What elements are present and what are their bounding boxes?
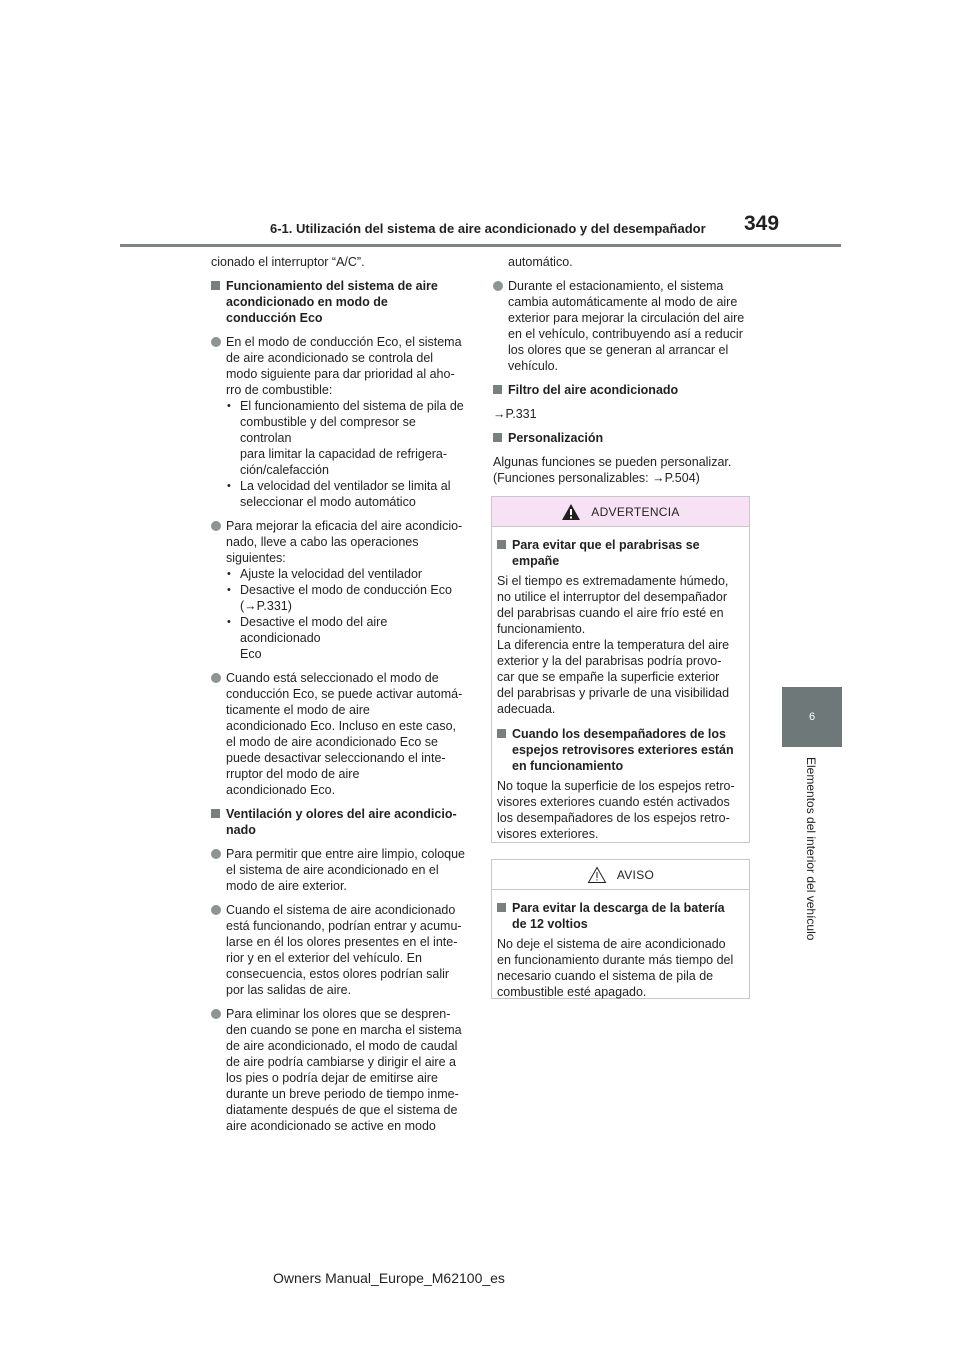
notice-heading-1: Para evitar la descarga de la batería de 12 voltios: [497, 900, 744, 932]
page-number: 349: [744, 212, 780, 235]
sub-item: • Ajuste la velocidad del ventilador: [226, 566, 469, 582]
filter-page-link[interactable]: →P.331: [493, 407, 537, 421]
warning-box: [491, 496, 750, 843]
caution-icon: [587, 866, 607, 884]
header-divider: [120, 244, 841, 247]
warning-title: ADVERTENCIA: [591, 504, 680, 519]
eco-bullet-1: En el modo de conducción Eco, el sistema de aire acondicionado se controla del modo siguiente para dar prioridad al aho- rro de combustible: • El funcionamiento del sistema de pila de combustible y del compresor se controlan para limitar la capacidad de refrigera- ción/calefacción • La velocidad del ventilador se limita al seleccionar el modo automático: [211, 334, 469, 510]
ventilation-bullet-1: Para permitir que entre aire limpio, coloque el sistema de aire acondicionado en el modo de aire exterior.: [211, 846, 469, 894]
continued-text: automático.: [508, 255, 573, 269]
chapter-number: 6: [808, 711, 816, 723]
left-column: [211, 254, 469, 1142]
warning-heading-2: Cuando los desempañadores de los espejos retrovisores exteriores están en funcionamiento: [497, 726, 744, 774]
ventilation-bullet-2: Cuando el sistema de aire acondicionado está funcionando, podrían entrar y acumu- larse en él los olores presentes en el inte- rior y en el exterior del vehículo. En consecuencia, estos olores podrían salir por las salidas de aire.: [211, 902, 469, 998]
warning-text-1: Si el tiempo es extremadamente húmedo, no utilice el interruptor del desempañador del parabrisas cuando el aire frío esté en funcionamiento. La diferencia entre la temperatura del aire exterior y la del parabrisas podría provo- car que se empañe la superficie exterior del parabrisas y privarle de una visibilidad adecuada.: [497, 574, 730, 716]
chapter-label: Elementos del interior del vehículo: [804, 757, 818, 941]
ventilation-heading: Ventilación y olores del aire acondicio- nado: [211, 806, 469, 838]
ventilation-bullet-3: Para eliminar los olores que se despren- den cuando se pone en marcha el sistema de aire acondicionado, el modo de caudal de aire podría cambiarse y dirigir el aire a los pies o podría dejar de emitirse aire durante un breve periodo de tiempo inme- diatamente después de que el sistema de aire acondicionado se active en modo: [211, 1006, 469, 1134]
notice-header: [492, 860, 749, 890]
eco-bullet-2: Para mejorar la eficacia del aire acondicio- nado, lleve a cabo las operaciones siguientes: • Ajuste la velocidad del ventilador • Desactive el modo de conducción Eco (→P.331) • Desactive el modo del aire acondicionado Eco: [211, 518, 469, 662]
warning-header: [492, 497, 749, 527]
warning-text-2: No toque la superficie de los espejos retro- visores exteriores cuando estén activados los desempañadores de los espejos retro- visores exteriores.: [497, 779, 735, 841]
eco-heading: Funcionamiento del sistema de aire acondicionado en modo de conducción Eco: [211, 278, 469, 326]
warning-icon: [561, 503, 581, 521]
intro-text: cionado el interruptor “A/C”.: [211, 255, 365, 269]
customization-text: Algunas funciones se pueden personalizar. (Funciones personalizables: →P.504): [493, 455, 732, 485]
eco-bullet-3: Cuando está seleccionado el modo de conducción Eco, se puede activar automá- ticamente el modo de aire acondicionado Eco. Incluso en este caso, el modo de aire acondicionado Eco se puede desactivar seleccionando el inte- rruptor del modo de aire acondicionado Eco.: [211, 670, 469, 798]
sub-item: • Desactive el modo del aire acondicionado Eco: [226, 614, 469, 662]
sub-item: • Desactive el modo de conducción Eco (→P.331): [226, 582, 469, 614]
document-footer: Owners Manual_Europe_M62100_es: [273, 1270, 505, 1286]
right-column: [493, 254, 751, 494]
sub-item: • La velocidad del ventilador se limita al seleccionar el modo automático: [226, 478, 469, 510]
notice-text-1: No deje el sistema de aire acondicionado en funcionamiento durante más tiempo del necesario cuando el sistema de pila de combustible esté apagado.: [497, 937, 734, 999]
sub-item: • El funcionamiento del sistema de pila de combustible y del compresor se controlan para limitar la capacidad de refrigera- ción/calefacción: [226, 398, 469, 478]
notice-box: [491, 859, 750, 999]
filter-heading: Filtro del aire acondicionado: [493, 382, 751, 398]
customization-heading: Personalización: [493, 430, 751, 446]
section-title: 6-1. Utilización del sistema de aire acondicionado y del desempañador: [270, 221, 706, 236]
parking-bullet: Durante el estacionamiento, el sistema cambia automáticamente al modo de aire exterior para mejorar la circulación del aire en el vehículo, contribuyendo así a reducir los olores que se generan al arrancar el vehículo.: [493, 278, 751, 374]
warning-heading-1: Para evitar que el parabrisas se empañe: [497, 537, 744, 569]
notice-title: AVISO: [616, 867, 655, 882]
chapter-tab[interactable]: [782, 687, 842, 747]
